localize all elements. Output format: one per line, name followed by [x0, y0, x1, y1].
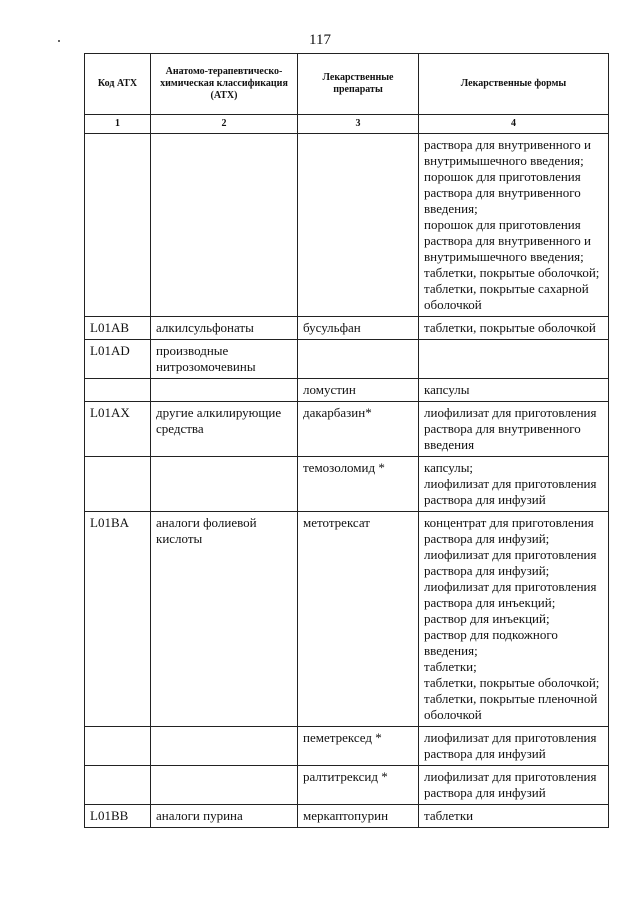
forms-cell: концентрат для приготовления раствора для инфузий; лиофилизат для приготовления раствора для инфузий; лиофилизат для приготовления раствора для инъекций; раствор для инъекций; раствор для подкожного введения; таблетки; таблетки, покрытые оболочкой; таблетки, покрытые пленочной оболочкой	[419, 512, 609, 727]
table-row	[85, 457, 609, 512]
table-row	[85, 402, 609, 457]
table-row	[85, 805, 609, 828]
code-cell	[85, 457, 151, 512]
drug-cell: темозоломид *	[298, 457, 419, 512]
code-cell: L01AB	[85, 317, 151, 340]
classification-cell: аналоги пурина	[151, 805, 298, 828]
table-row	[85, 766, 609, 805]
classification-cell	[151, 766, 298, 805]
column-number: 1	[85, 115, 151, 134]
forms-cell: раствора для внутривенного и внутримышечного введения; порошок для приготовления раствора для внутривенного введения; порошок для приготовления раствора для внутривенного и внутримышечного введения; таблетки, покрытые оболочкой; таблетки, покрытые сахарной оболочкой	[419, 134, 609, 317]
drug-cell: метотрексат	[298, 512, 419, 727]
forms-cell: таблетки	[419, 805, 609, 828]
column-number-row	[85, 115, 609, 134]
drug-cell	[298, 134, 419, 317]
forms-cell	[419, 340, 609, 379]
classification-cell	[151, 134, 298, 317]
table-row	[85, 727, 609, 766]
drug-cell: меркаптопурин	[298, 805, 419, 828]
drug-cell: бусульфан	[298, 317, 419, 340]
code-cell: L01AD	[85, 340, 151, 379]
forms-cell: лиофилизат для приготовления раствора для внутривенного введения	[419, 402, 609, 457]
column-number: 3	[298, 115, 419, 134]
page-number: 117	[309, 32, 331, 48]
classification-cell	[151, 457, 298, 512]
classification-cell: другие алкилирующие средства	[151, 402, 298, 457]
column-number: 2	[151, 115, 298, 134]
drug-cell: пеметрексед *	[298, 727, 419, 766]
drug-cell	[298, 340, 419, 379]
drug-cell: дакарбазин*	[298, 402, 419, 457]
code-cell	[85, 766, 151, 805]
forms-cell: таблетки, покрытые оболочкой	[419, 317, 609, 340]
header-code: Код АТХ	[85, 54, 151, 115]
header-drugs: Лекарственные препараты	[298, 54, 419, 115]
table-body	[85, 134, 609, 828]
table-header-row	[85, 54, 609, 115]
table-row	[85, 134, 609, 317]
forms-cell: капсулы	[419, 379, 609, 402]
forms-cell: капсулы; лиофилизат для приготовления раствора для инфузий	[419, 457, 609, 512]
classification-cell: производные нитрозомочевины	[151, 340, 298, 379]
code-cell: L01BA	[85, 512, 151, 727]
classification-cell: алкилсульфонаты	[151, 317, 298, 340]
atx-table	[84, 53, 609, 828]
classification-cell	[151, 379, 298, 402]
forms-cell: лиофилизат для приготовления раствора для инфузий	[419, 727, 609, 766]
code-cell	[85, 134, 151, 317]
header-classification: Анатомо-терапевтическо-химическая классификация (АТХ)	[151, 54, 298, 115]
column-number: 4	[419, 115, 609, 134]
forms-cell: лиофилизат для приготовления раствора для инфузий	[419, 766, 609, 805]
code-cell: L01AX	[85, 402, 151, 457]
table-row	[85, 379, 609, 402]
code-cell	[85, 379, 151, 402]
classification-cell: аналоги фолиевой кислоты	[151, 512, 298, 727]
header-forms: Лекарственные формы	[419, 54, 609, 115]
table-row	[85, 512, 609, 727]
classification-cell	[151, 727, 298, 766]
code-cell: L01BB	[85, 805, 151, 828]
drug-cell: ралтитрексид *	[298, 766, 419, 805]
drug-cell: ломустин	[298, 379, 419, 402]
code-cell	[85, 727, 151, 766]
table-row	[85, 317, 609, 340]
table-row	[85, 340, 609, 379]
